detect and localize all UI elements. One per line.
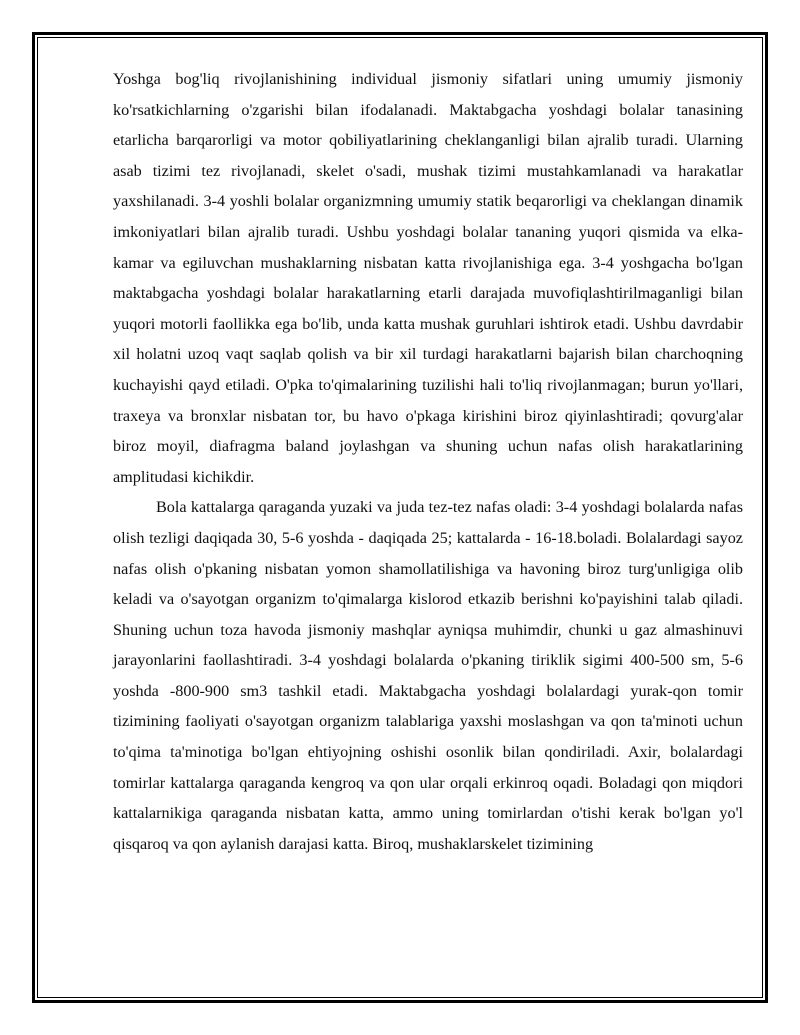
- paragraph-1: Yoshga bog'liq rivojlanishining individual jismoniy sifatlari uning umumiy jismoniy ko'rsatkichlarning o'zgarishi bilan ifodalanadi. Maktabgacha yoshdagi bolalar tanasining etarlicha barqarorligi va motor qobiliyatlarining cheklanganligi bilan ajralib turadi. Ularning asab tizimi tez rivojlanadi, skelet o'sadi, mushak tizimi mustahkamlanadi va harakatlar yaxshilanadi. 3-4 yoshli bolalar organizmning umumiy statik beqarorligi va cheklangan dinamik imkoniyatlari bilan ajralib turadi. Ushbu yoshdagi bolalar tananing yuqori qismida va elka-kamar va egiluvchan mushaklarning nisbatan katta rivojlanishiga ega. 3-4 yoshgacha bo'lgan maktabgacha yoshdagi bolalar harakatlarning etarli darajada muvofiqlashtirilmaganligi bilan yuqori motorli faollikka ega bo'lib, unda katta mushak guruhlari ishtirok etadi. Ushbu davrdabir xil holatni uzoq vaqt saqlab qolish va bir xil turdagi harakatlarni bajarish bilan charchoqning kuchayishi qayd etiladi. O'pka to'qimalarining tuzilishi hali to'liq rivojlanmagan; burun yo'llari, traxeya va bronxlar nisbatan tor, bu havo o'pkaga kirishini biroz qiyinlashtiradi; qovurg'alar biroz moyil, diafragma baland joylashgan va shuning uchun nafas olish harakatlarining amplitudasi kichikdir.: [113, 70, 743, 486]
- paragraph-2: Bola kattalarga qaraganda yuzaki va juda tez-tez nafas oladi: 3-4 yoshdagi bolalarda nafas olish tezligi daqiqada 30, 5-6 yoshda - daqiqada 25; kattalarda - 16-18.boladi. Bolalardagi sayoz nafas olish o'pkaning nisbatan yomon shamollatilishiga va havoning biroz turg'unligiga olib keladi va o'sayotgan organizm to'qimalarga kislorod etkazib berishni ko'payishini talab qiladi. Shuning uchun toza havoda jismoniy mashqlar ayniqsa muhimdir, chunki u gaz almashinuvi jarayonlarini faollashtiradi. 3-4 yoshdagi bolalarda o'pkaning tiriklik sigimi 400-500 sm, 5-6 yoshda -800-900 sm3 tashkil etadi. Maktabgacha yoshdagi bolalardagi yurak-qon tomir tizimining faoliyati o'sayotgan organizm talablariga yaxshi moslashgan va qon ta'minoti uchun to'qima ta'minotiga bo'lgan ehtiyojning oshishi osonlik bilan qondiriladi. Axir, bolalardagi tomirlar kattalarga qaraganda kengroq va qon ular orqali erkinroq oqadi. Boladagi qon miqdori kattalarnikiga qaraganda nisbatan katta, ammo uning tomirlardan o'tishi kerak bo'lgan yo'l qisqaroq va qon aylanish darajasi katta. Biroq, mushaklarskelet tizimining: [113, 498, 743, 853]
- document-body: [113, 64, 743, 859]
